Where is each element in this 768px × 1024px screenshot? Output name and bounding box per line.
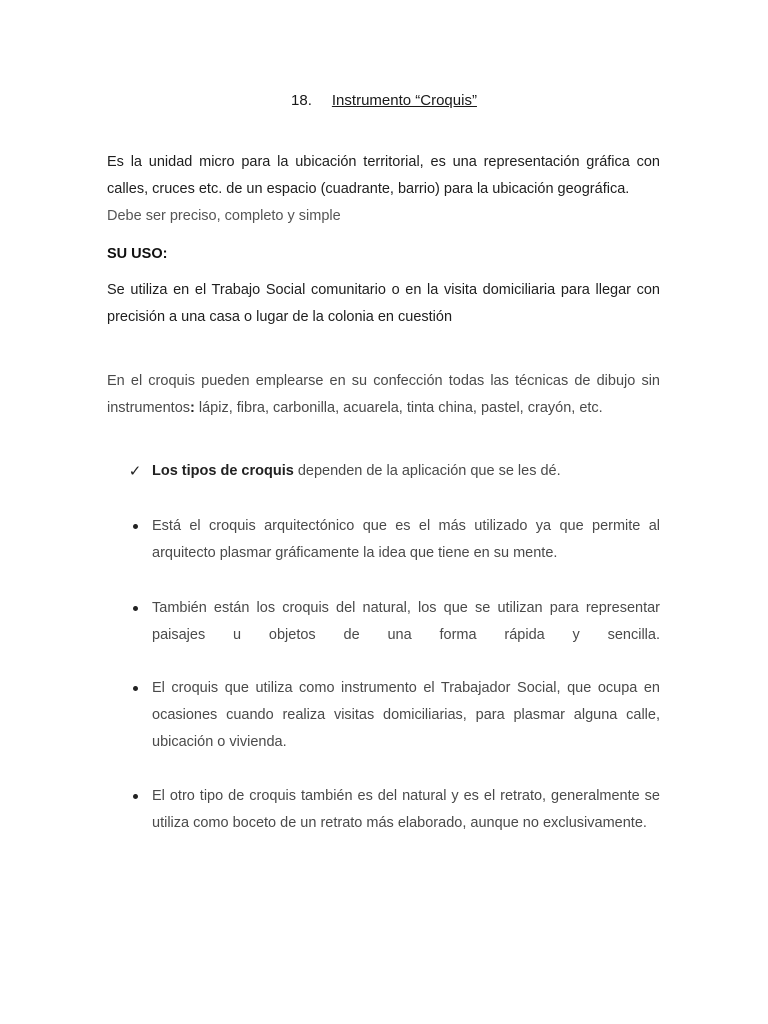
intro-paragraph: Es la unidad micro para la ubicación territorial, es una representación gráfica con calles, cruces etc. de un espacio (cuadrante, barrio) para la ubicación geográfica. xyxy=(107,154,660,197)
tecnicas-text-before: En el croquis pueden emplearse en su confección todas las técnicas de dibujo sin instrumentos xyxy=(107,373,660,416)
bullet-dot-icon xyxy=(127,513,143,529)
bullet-dot-icon xyxy=(127,783,143,799)
tecnicas-text-after: lápiz, fibra, carbonilla, acuarela, tinta china, pastel, crayón, etc. xyxy=(194,400,603,416)
section-title: Instrumento “Croquis” xyxy=(331,92,477,109)
tecnicas-paragraph xyxy=(107,368,660,422)
su-uso-paragraph: Se utiliza en el Trabajo Social comunitario o en la visita domiciliaria para llegar con precisión a una casa o lugar de la colonia en cuestión xyxy=(107,282,660,325)
tipos-rest: dependen de la aplicación que se les dé. xyxy=(293,463,561,479)
bullet-dot-icon xyxy=(127,675,143,691)
list-item-natural-line2: paisajes u objetos de una forma rápida y sencilla. xyxy=(152,627,660,643)
intro-paragraph-last-line: Debe ser preciso, completo y simple xyxy=(107,208,341,224)
list-item-retrato: El otro tipo de croquis también es del natural y es el retrato, generalmente se utiliza como boceto de un retrato más elaborado, aunque no exclusivamente. xyxy=(152,788,660,831)
list-item-trabajador-social: El croquis que utiliza como instrumento el Trabajador Social, que ocupa en ocasiones cuando realiza visitas domiciliarias, para plasmar alguna calle, ubicación o vivienda. xyxy=(152,680,660,750)
list-item-natural-line1: También están los croquis del natural, los que se utilizan para representar xyxy=(152,600,660,616)
tipos-item xyxy=(152,458,660,485)
section-number: 18. xyxy=(291,92,312,109)
checkmark-icon: ✓ xyxy=(128,463,142,480)
bullet-dot-icon xyxy=(127,595,143,611)
list-item-arquitectonico: Está el croquis arquitectónico que es el más utilizado ya que permite al arquitecto plasmar gráficamente la idea que tiene en su mente. xyxy=(152,518,660,561)
tipos-bold: Los tipos de croquis xyxy=(152,463,294,479)
section-heading xyxy=(0,90,768,112)
list-item-natural xyxy=(152,595,660,649)
tecnicas-colon: : xyxy=(190,400,195,416)
su-uso-label: SU USO: xyxy=(107,246,168,262)
